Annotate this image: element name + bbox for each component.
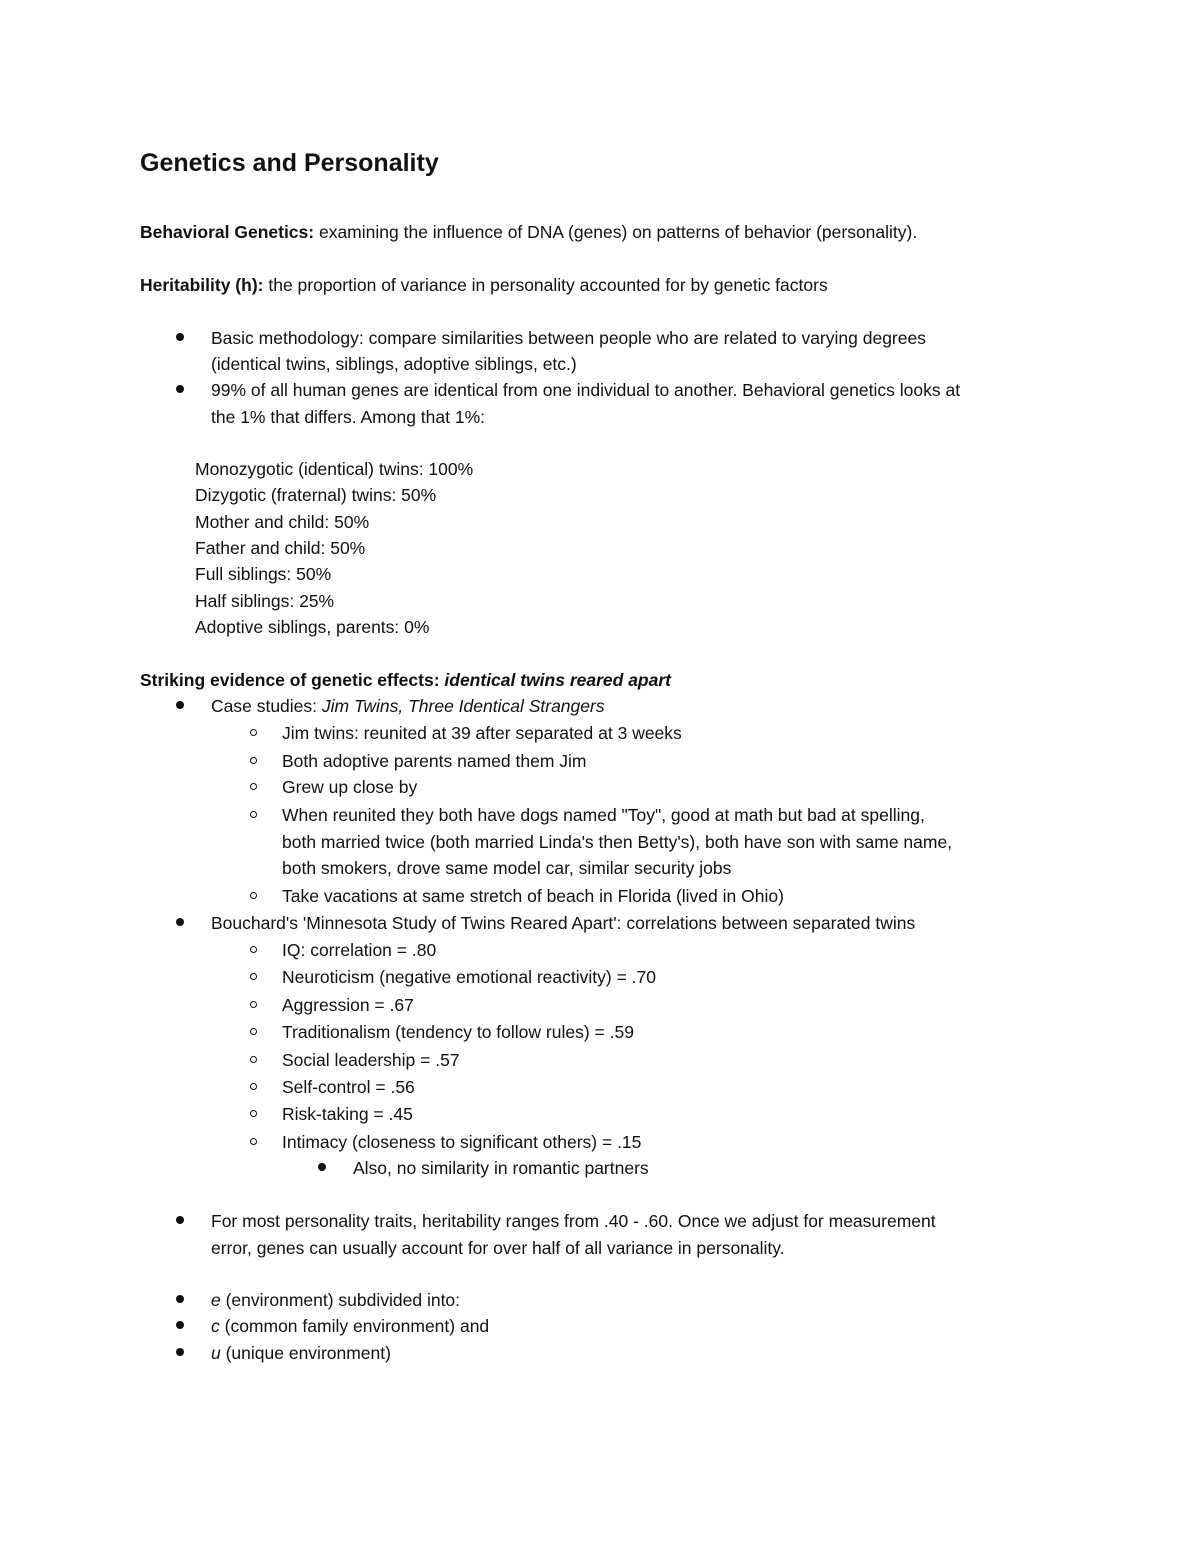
circle-bullet-icon bbox=[250, 757, 257, 764]
correlation-item: Self-control = .56 bbox=[282, 1077, 415, 1097]
circle-bullet-icon bbox=[250, 729, 257, 736]
bullet-icon bbox=[176, 385, 184, 393]
environment-text: (common family environment) and bbox=[219, 1316, 490, 1336]
striking-evidence-heading bbox=[140, 672, 671, 690]
bullet-icon bbox=[176, 1348, 184, 1356]
relatedness-item: Monozygotic (identical) twins: 100% bbox=[195, 459, 474, 479]
circle-bullet-icon bbox=[250, 1083, 257, 1090]
circle-bullet-icon bbox=[250, 1001, 257, 1008]
correlation-item: Neuroticism (negative emotional reactivity) = .70 bbox=[282, 967, 656, 987]
case-study-item-continued: both smokers, drove same model car, similar security jobs bbox=[282, 858, 732, 878]
environment-item bbox=[211, 1292, 460, 1310]
bullet-icon bbox=[176, 1216, 184, 1224]
relatedness-item: Full siblings: 50% bbox=[195, 564, 332, 584]
case-study-item: Jim twins: reunited at 39 after separated at 3 weeks bbox=[282, 723, 682, 743]
heritability-term: Heritability (h): bbox=[140, 275, 264, 295]
circle-bullet-icon bbox=[250, 946, 257, 953]
circle-bullet-icon bbox=[250, 1028, 257, 1035]
case-study-item: Grew up close by bbox=[282, 777, 418, 797]
methodology-line-2: (identical twins, siblings, adoptive siblings, etc.) bbox=[211, 354, 577, 374]
behavioral-genetics-term: Behavioral Genetics: bbox=[140, 222, 315, 242]
case-studies-line bbox=[211, 698, 605, 716]
environment-letter: u bbox=[211, 1343, 221, 1363]
correlation-item: Intimacy (closeness to significant others) = .15 bbox=[282, 1132, 642, 1152]
bullet-icon bbox=[176, 918, 184, 926]
relatedness-item: Father and child: 50% bbox=[195, 538, 366, 558]
case-studies-italic: Jim Twins, Three Identical Strangers bbox=[321, 696, 605, 716]
environment-item bbox=[211, 1345, 391, 1363]
heritability-text: the proportion of variance in personality accounted for by genetic factors bbox=[263, 275, 828, 295]
environment-letter: e bbox=[211, 1290, 221, 1310]
bullet-icon bbox=[176, 1321, 184, 1329]
relatedness-item: Half siblings: 25% bbox=[195, 591, 335, 611]
circle-bullet-icon bbox=[250, 783, 257, 790]
behavioral-genetics-text: examining the influence of DNA (genes) on patterns of behavior (personality). bbox=[314, 222, 918, 242]
circle-bullet-icon bbox=[250, 892, 257, 899]
circle-bullet-icon bbox=[250, 1138, 257, 1145]
behavioral-genetics-definition bbox=[140, 224, 917, 242]
genes-identical-line-1: 99% of all human genes are identical from one individual to another. Behavioral genetics looks at bbox=[211, 380, 961, 400]
methodology-line-1: Basic methodology: compare similarities between people who are related to varying degrees bbox=[211, 328, 926, 348]
circle-bullet-icon bbox=[250, 1110, 257, 1117]
correlation-item: Social leadership = .57 bbox=[282, 1050, 460, 1070]
page-title: Genetics and Personality bbox=[140, 149, 439, 177]
circle-bullet-icon bbox=[250, 973, 257, 980]
bouchard-study: Bouchard's 'Minnesota Study of Twins Reared Apart': correlations between separated twins bbox=[211, 913, 916, 933]
relatedness-item: Dizygotic (fraternal) twins: 50% bbox=[195, 485, 437, 505]
heritability-range-line-2: error, genes can usually account for over half of all variance in personality. bbox=[211, 1238, 785, 1258]
case-studies-prefix: Case studies: bbox=[211, 696, 322, 716]
romantic-partners-note: Also, no similarity in romantic partners bbox=[353, 1158, 649, 1178]
striking-evidence-text: Striking evidence of genetic effects: bbox=[140, 670, 445, 690]
bullet-icon bbox=[176, 701, 184, 709]
bullet-icon bbox=[318, 1163, 326, 1171]
genes-identical-line-2: the 1% that differs. Among that 1%: bbox=[211, 407, 486, 427]
case-study-item: Take vacations at same stretch of beach in Florida (lived in Ohio) bbox=[282, 886, 784, 906]
striking-evidence-italic: identical twins reared apart bbox=[444, 670, 671, 690]
environment-item bbox=[211, 1318, 489, 1336]
bullet-icon bbox=[176, 333, 184, 341]
correlation-item: Traditionalism (tendency to follow rules) = .59 bbox=[282, 1022, 634, 1042]
heritability-definition bbox=[140, 277, 828, 295]
circle-bullet-icon bbox=[250, 1056, 257, 1063]
correlation-item: IQ: correlation = .80 bbox=[282, 940, 437, 960]
case-study-item: When reunited they both have dogs named "Toy", good at math but bad at spelling, bbox=[282, 805, 925, 825]
relatedness-item: Mother and child: 50% bbox=[195, 512, 370, 532]
environment-text: (unique environment) bbox=[220, 1343, 391, 1363]
correlation-item: Risk-taking = .45 bbox=[282, 1104, 413, 1124]
circle-bullet-icon bbox=[250, 811, 257, 818]
correlation-item: Aggression = .67 bbox=[282, 995, 414, 1015]
relatedness-item: Adoptive siblings, parents: 0% bbox=[195, 617, 430, 637]
heritability-range-line-1: For most personality traits, heritability ranges from .40 - .60. Once we adjust for measurement bbox=[211, 1211, 936, 1231]
case-study-item-continued: both married twice (both married Linda's then Betty's), both have son with same name, bbox=[282, 832, 953, 852]
bullet-icon bbox=[176, 1295, 184, 1303]
case-study-item: Both adoptive parents named them Jim bbox=[282, 751, 587, 771]
environment-text: (environment) subdivided into: bbox=[220, 1290, 461, 1310]
environment-letter: c bbox=[211, 1316, 220, 1336]
